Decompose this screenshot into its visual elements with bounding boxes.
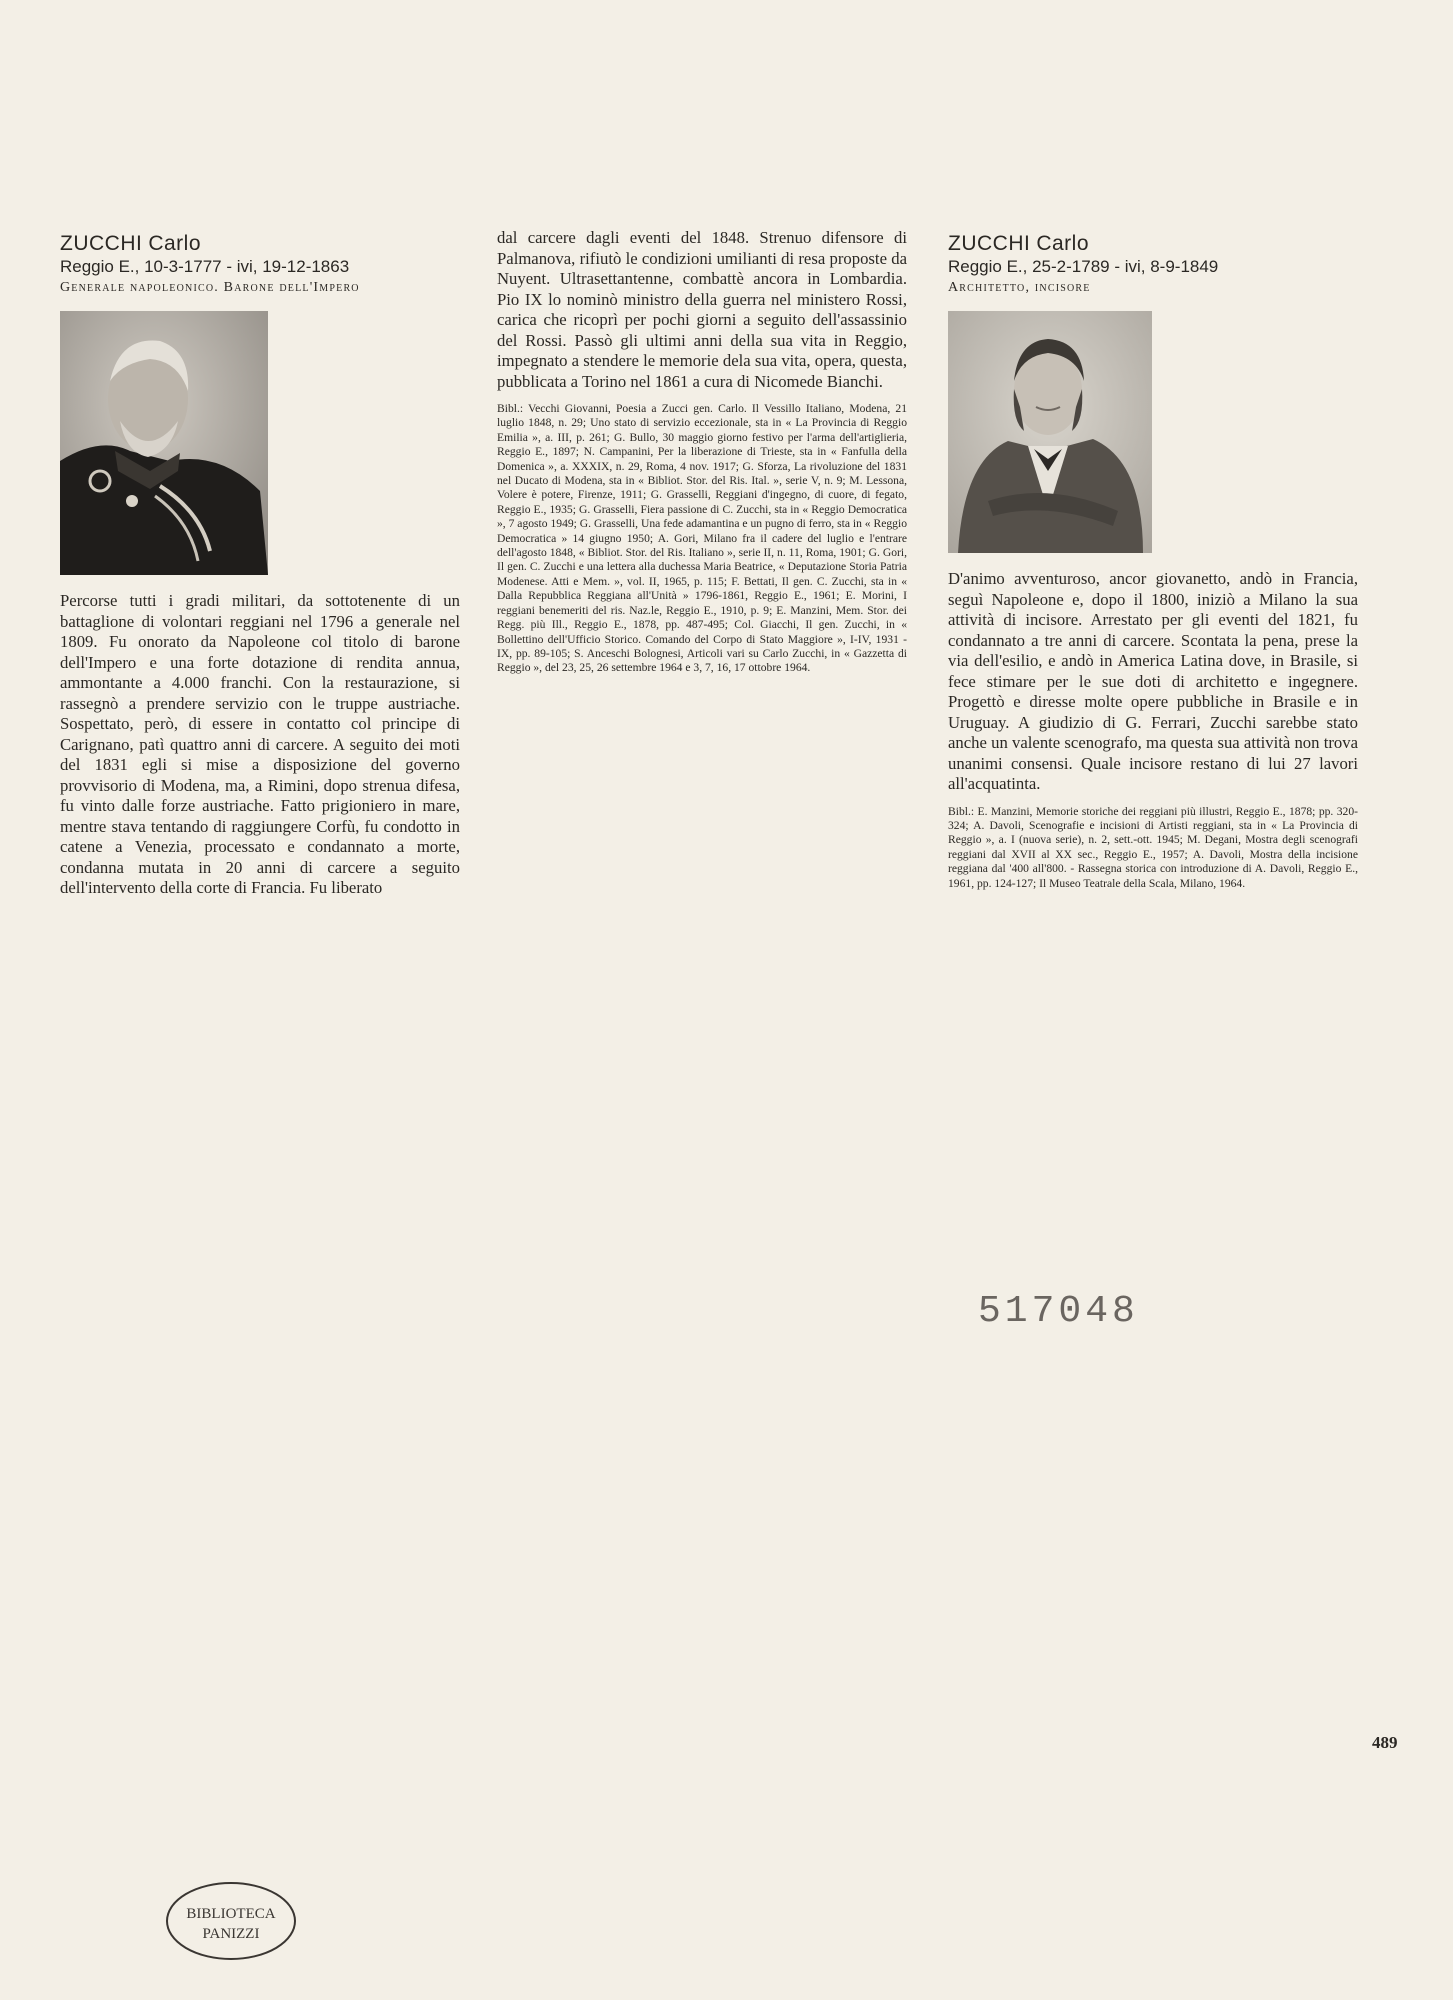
page-number: 489: [1372, 1733, 1398, 1752]
portrait-architect-image: [948, 311, 1152, 553]
entry-2-dates: Reggio E., 25-2-1789 - ivi, 8-9-1849: [948, 257, 1219, 276]
entry-1-continuation: [497, 228, 907, 676]
entry-2-biography: D'animo avventuroso, ancor giovanetto, andò in Francia, seguì Napoleone e, dopo il 1800, iniziò a Milano la sua attività di incisore. Arrestato per gli eventi del 1821, fu condannato a tre anni di carcere. Scontata la pena, prese la via dell'esilio, e andò in America Latina dove, in Brasile, si fece stimare per le sue doti di architetto e ingegnere. Progettò e diresse molte opere pubbliche in Brasile e in Uruguay. A giudizio di G. Ferrari, Zucchi sarebbe stato anche un valente scenografo, ma questa sua attività non trova unanimi consensi. Quale incisore restano di lui 27 lavori all'acquatinta.: [948, 569, 1358, 793]
stamp-line-1: BIBLIOTECA: [186, 1906, 276, 1922]
entry-1-bibliography: Bibl.: Vecchi Giovanni, Poesia a Zucci gen. Carlo. Il Vessillo Italiano, Modena, 21 luglio 1848, n. 29; Uno stato di servizio eccezionale, sta in « La Provincia di Reggio Emilia », a. III, p. 261; G. Bullo, 30 maggio giorno festivo per l'arma dell'artiglieria, Reggio E., 1897; N. Campanini, Per la liberazione di Trieste, sta in « Fanfulla della Domenica », a. XXXIX, n. 29, Roma, 4 nov. 1917; G. Sforza, La rivoluzione del 1831 nel Ducato di Modena, sta in « Bibliot. Stor. del Ris. Ital. », serie V, n. 9; M. Lessona, Volere è potere, Firenze, 1911; G. Grasselli, Reggiani d'ingegno, di cuore, di fegato, Reggio E., 1935; G. Grasselli, Fiera passione di C. Zucchi, sta in « Reggio Democratica », 7 agosto 1949; G. Grasselli, Una fede adamantina e un pugno di ferro, sta in « Reggio Democratica » 14 giugno 1950; A. Gori, Milano fra il cadere del luglio e l'entrare dell'agosto 1848, « Bibliot. Stor. del Ris. Italiano », serie II, n. 11, Roma, 1901; G. Gori, Il gen. C. Zucchi e una lettera alla duchessa Maria Beatrice, « Deputazione Storia Patria Modenese. Atti e Mem. », vol. II, 1965, p. 115; F. Bettati, Il gen. C. Zucchi, sta in « Dalla Repubblica Reggiana all'Unità » 1796-1861, Reggio E., 1961; E. Morini, I reggiani benemeriti del ris. Naz.le, Reggio E., 1910, p. 9; E. Manzini, Mem. Stor. dei Regg. più Ill., Reggio E., 1878, pp. 487-495; Col. Giacchi, Il gen. Zucchi, in « Bollettino dell'Ufficio Storico. Comando del Corpo di Stato Maggiore », I-IV, 1931 - IX, pp. 89-105; S. Anceschi Bolognesi, Articoli vari su Carlo Zucchi, in « Gazzetta di Reggio », del 23, 25, 26 settembre 1964 e 3, 7, 16, 17 ottobre 1964.: [497, 402, 907, 675]
portrait-general-image: [60, 311, 268, 575]
entry-2-name: ZUCCHI Carlo: [948, 232, 1090, 255]
entry-1-name: ZUCCHI Carlo: [60, 232, 202, 255]
stamp-line-2: PANIZZI: [202, 1926, 260, 1942]
entry-2: [948, 232, 1358, 891]
inventory-number: 517048: [978, 1290, 1139, 1333]
entry-2-role: Architetto, incisore: [948, 280, 1091, 295]
library-stamp: [162, 1878, 300, 1964]
entry-1-role: Generale napoleonico. Barone dell'Impero: [60, 280, 360, 295]
entry-1-biography: Percorse tutti i gradi militari, da sottotenente di un battaglione di volontari reggiani nel 1796 a generale nel 1809. Fu onorato da Napoleone col titolo di barone dell'Impero e una forte dotazione di rendita annua, ammontante a 4.000 franchi. Con la restaurazione, si rassegnò a prendere servizio con le truppe austriache. Sospettato, però, di essere in contatto col principe di Carignano, patì quattro anni di carcere. A seguito dei moti del 1831 egli si mise a disposizione del governo provvisorio di Modena, ma, a Rimini, dopo strenua difesa, fu vinto dalle forze austriache. Fatto prigioniero in mare, mentre stava tentando di raggiungere Corfù, fu condotto in catene a Venezia, processato e condannato a morte, condanna mutata in 20 anni di carcere a seguito dell'intervento della corte di Francia. Fu liberato: [60, 591, 460, 897]
entry-1-biography-continued: dal carcere dagli eventi del 1848. Strenuo difensore di Palmanova, rifiutò le condizioni umilianti di resa proposte da Nuyent. Ultrasettantenne, combattè ancora in Lombardia. Pio IX lo nominò ministro della guerra nel ministero Rossi, carica che ricoprì per pochi giorni a seguito dell'assassinio del Rossi. Passò gli ultimi anni della sua vita in Reggio, impegnato a stendere le memorie dela sua vita, opera, questa, pubblicata a Torino nel 1861 a cura di Nicomede Bianchi.: [497, 228, 907, 391]
entry-1-dates: Reggio E., 10-3-1777 - ivi, 19-12-1863: [60, 257, 350, 276]
entry-2-bibliography: Bibl.: E. Manzini, Memorie storiche dei reggiani più illustri, Reggio E., 1878; pp. 320-324; A. Davoli, Scenografie e incisioni di Artisti reggiani, sta in « La Provincia di Reggio », a. I (nuova serie), n. 2, sett.-ott. 1945; M. Degani, Mostra degli scenografi reggiani dal XVII al XX sec., Reggio E., 1957; A. Davoli, Mostra della incisione reggiana dal '400 all'800. - Rassegna storica con introduzione di A. Davoli, Reggio E., 1961, pp. 124-127; Il Museo Teatrale della Scala, Milano, 1964.: [948, 804, 1358, 890]
entry-1: [60, 232, 460, 899]
